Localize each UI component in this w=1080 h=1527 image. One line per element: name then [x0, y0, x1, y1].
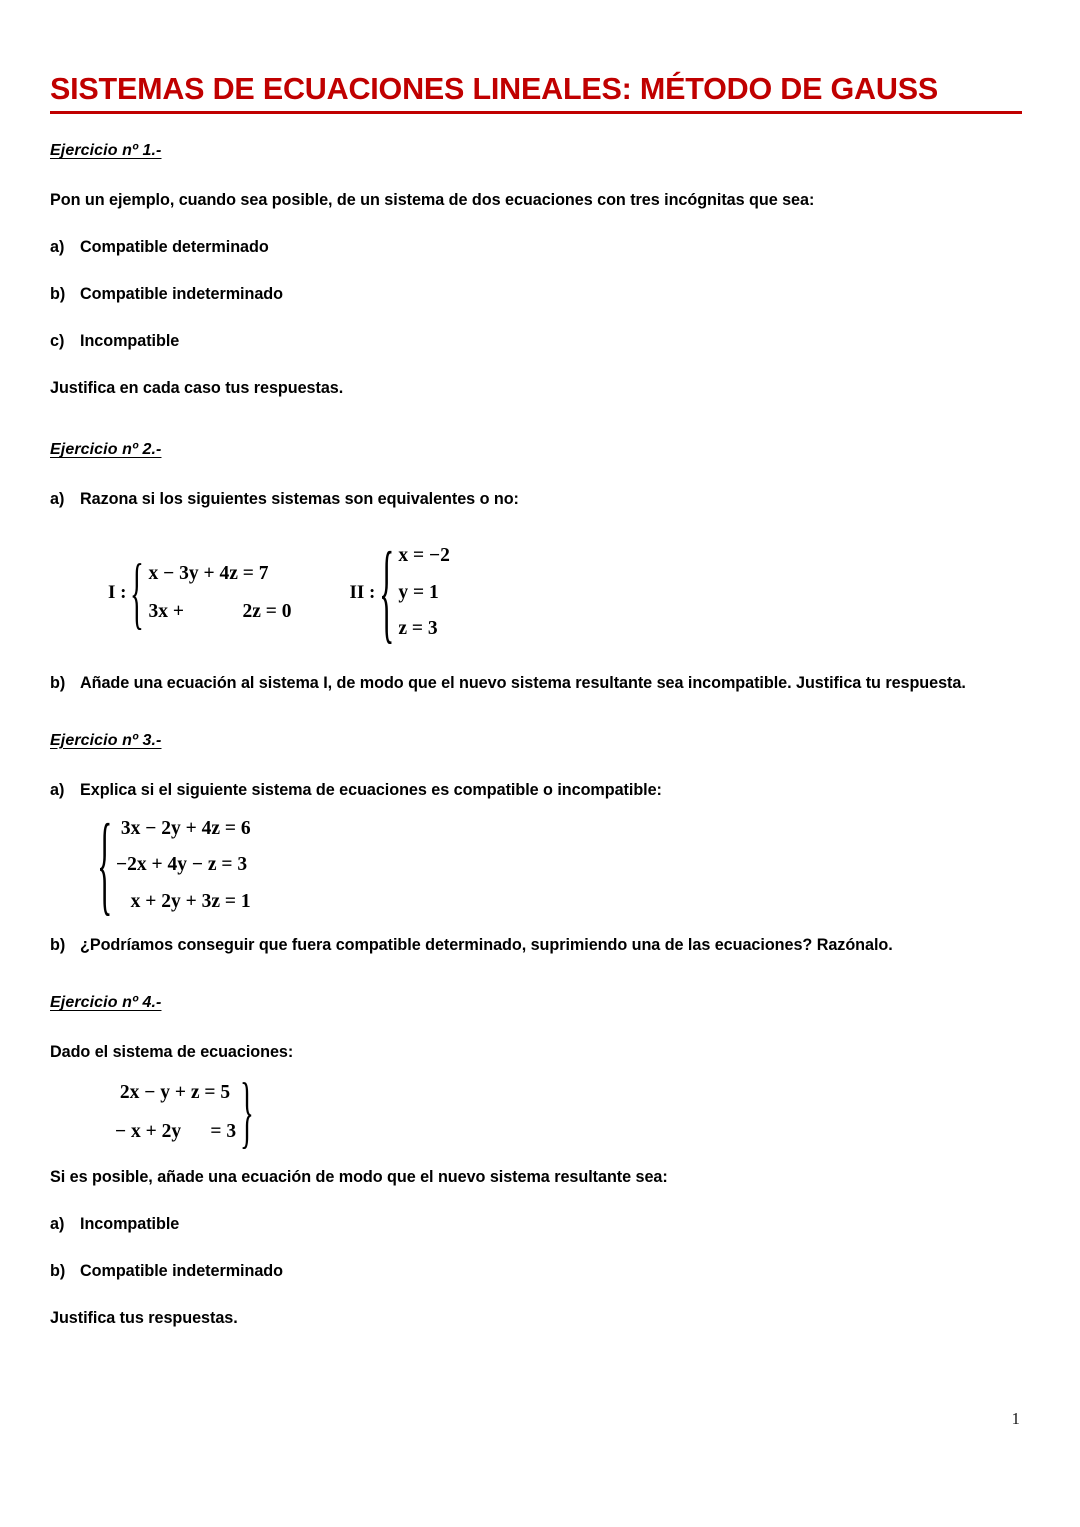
exercise-3-system: [50, 801, 1025, 927]
exercise-4-section: [50, 994, 1025, 1012]
item-marker: a): [50, 490, 65, 509]
exercise-1-item-c: [50, 331, 1025, 352]
item-text: Incompatible: [80, 332, 180, 351]
system-equations: [115, 1083, 238, 1141]
equation: y = 1: [398, 581, 439, 603]
exercise-4-item-a: [50, 1214, 1025, 1235]
exercise-4-item-b: [50, 1261, 1025, 1282]
exercise-4-prompt-2: Si es posible, añade una ecuación de modo que el nuevo sistema resultante sea:: [50, 1168, 668, 1187]
item-text: Incompatible: [80, 1215, 180, 1234]
system-block: [115, 1066, 254, 1157]
equation: x + 2y + 3z = 1: [116, 890, 251, 912]
item-text: Razona si los siguientes sistemas son equivalentes o no:: [80, 490, 519, 509]
item-marker: b): [50, 285, 66, 304]
left-brace-icon: {: [97, 801, 113, 927]
equation: x − 3y + 4z = 7: [148, 562, 269, 584]
item-marker: b): [50, 673, 66, 692]
right-brace-icon: }: [240, 1066, 254, 1157]
exercise-3-item-b: [50, 935, 1025, 956]
system-II: [349, 529, 450, 654]
exercise-1-closing: Justifica en cada caso tus respuestas.: [50, 379, 344, 398]
item-marker: b): [50, 1262, 66, 1281]
item-marker: a): [50, 238, 65, 257]
exercise-4-closing: Justifica tus respuestas.: [50, 1309, 238, 1328]
exercise-2-item-b: [50, 673, 1025, 694]
item-text: Compatible indeterminado: [80, 1262, 283, 1281]
exercise-1-prompt: Pon un ejemplo, cuando sea posible, de un sistema de dos ecuaciones con tres incógnitas que sea:: [50, 191, 815, 210]
item-text: Compatible indeterminado: [80, 285, 283, 304]
item-marker: a): [50, 1215, 65, 1234]
exercise-3-item-a: [50, 780, 1025, 801]
exercise-1-item-b: [50, 284, 1025, 305]
item-text: ¿Podríamos conseguir que fuera compatible determinado, suprimiendo una de las ecuaciones? Razónalo.: [80, 936, 893, 955]
system-I-label: I :: [108, 581, 127, 603]
page-number: 1: [1011, 1409, 1020, 1428]
exercise-2-item-a: [50, 489, 1025, 510]
equation: 2x − y + z = 5: [115, 1082, 231, 1104]
equation: 3x + 2z = 0: [148, 601, 292, 623]
item-marker: a): [50, 780, 65, 799]
exercise-1-section: [50, 142, 1025, 160]
left-brace-icon: {: [130, 546, 145, 637]
system-I: [108, 546, 292, 637]
item-marker: c): [50, 332, 65, 351]
exercise-4-system: [50, 1066, 1025, 1157]
item-marker: b): [50, 936, 66, 955]
exercise-2-section: [50, 441, 1025, 459]
equation: z = 3: [398, 618, 438, 640]
left-brace-icon: {: [379, 529, 395, 654]
item-text: Compatible determinado: [80, 238, 269, 257]
system-I-equations: [142, 564, 291, 622]
equation: − x + 2y = 3: [115, 1120, 237, 1142]
system-II-label: II :: [349, 581, 376, 603]
exercise-2-systems: [50, 529, 1025, 654]
equation: x = −2: [398, 545, 450, 567]
system-block: [95, 801, 251, 927]
item-text: Explica si el siguiente sistema de ecuaciones es compatible o incompatible:: [80, 780, 662, 799]
system-equations: [110, 819, 251, 912]
equation: −2x + 4y − z = 3: [116, 854, 248, 876]
exercise-1-heading: Ejercicio nº 1.-: [50, 142, 162, 160]
exercise-4-heading: Ejercicio nº 4.-: [50, 994, 162, 1012]
page-title: SISTEMAS DE ECUACIONES LINEALES: MÉTODO DE GAUSS: [50, 72, 1022, 114]
system-II-equations: [392, 546, 449, 639]
exercise-4-prompt: Dado el sistema de ecuaciones:: [50, 1043, 294, 1062]
equation: 3x − 2y + 4z = 6: [116, 817, 251, 839]
exercise-2-heading: Ejercicio nº 2.-: [50, 441, 162, 459]
item-text: Añade una ecuación al sistema I, de modo que el nuevo sistema resultante sea incompatible. Justifica tu respuesta.: [80, 673, 966, 692]
exercise-3-heading: Ejercicio nº 3.-: [50, 731, 162, 749]
exercise-3-section: [50, 732, 1025, 750]
exercise-1-item-a: [50, 237, 1025, 258]
